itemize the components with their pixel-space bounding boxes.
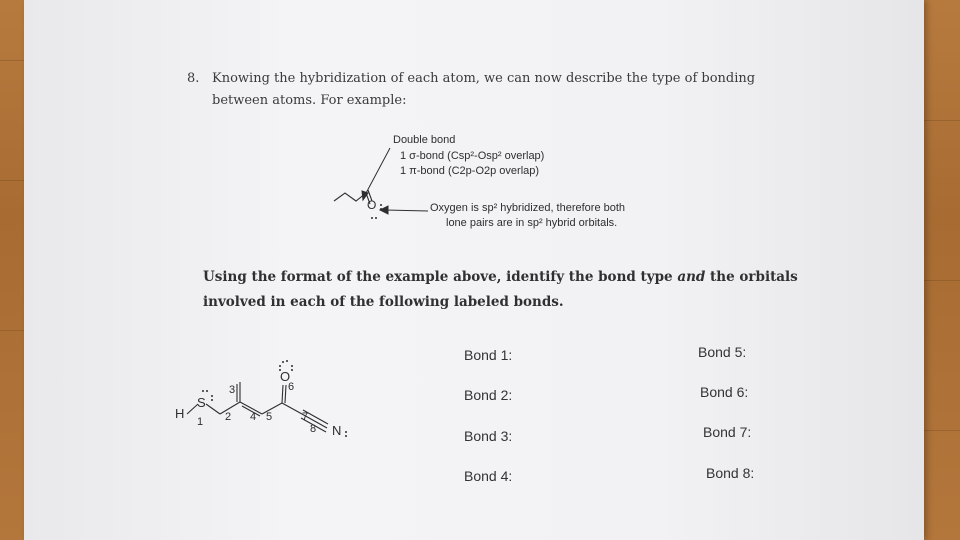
target-lone-pairs — [202, 360, 347, 437]
bond-7-label: Bond 7: — [703, 424, 752, 440]
bond-6-label: Bond 6: — [700, 384, 749, 400]
bond-label-8: 8 — [310, 423, 317, 435]
question-text-line1: Knowing the hybridization of each atom, we can now describe the type of bonding — [212, 71, 756, 86]
bond-8-label: Bond 8: — [706, 465, 755, 481]
bond-label-3: 3 — [229, 384, 236, 396]
instructions-line2: involved in each of the following labeled bonds. — [203, 294, 564, 310]
bond-5-label: Bond 5: — [698, 344, 747, 360]
atom-n: N — [332, 423, 342, 438]
bond-3-label: Bond 3: — [464, 428, 513, 444]
bond-1-label: Bond 1: — [464, 347, 513, 363]
example-pi-bond: 1 π-bond (C2p-O2p overlap) — [400, 165, 540, 177]
instructions-line1: Using the format of the example above, identify the bond type and the orbitals — [203, 269, 798, 285]
bond-label-1: 1 — [197, 416, 204, 428]
bond-4-label: Bond 4: — [464, 468, 513, 484]
example-double-bond-title: Double bond — [393, 134, 456, 146]
bond-label-2: 2 — [225, 411, 232, 423]
bond-label-5: 5 — [266, 411, 273, 423]
target-skeleton-bonds — [187, 382, 328, 432]
atom-o: O — [280, 369, 291, 384]
atom-h: H — [175, 406, 185, 421]
bond-label-4: 4 — [250, 411, 257, 423]
question-text-line2: between atoms. For example: — [212, 93, 407, 108]
bond-2-label: Bond 2: — [464, 387, 513, 403]
question-number: 8. — [187, 71, 200, 86]
bond-label-7: 7 — [302, 411, 309, 423]
bond-label-6: 6 — [288, 381, 295, 393]
example-oxygen-atom: O — [367, 198, 377, 212]
example-oxygen-note-line2: lone pairs are in sp² hybrid orbitals. — [446, 217, 618, 229]
example-oxygen-note-line1: Oxygen is sp² hybridized, therefore both — [430, 202, 626, 214]
atom-s: S — [197, 395, 206, 410]
example-sigma-bond: 1 σ-bond (Csp²-Osp² overlap) — [400, 150, 545, 162]
